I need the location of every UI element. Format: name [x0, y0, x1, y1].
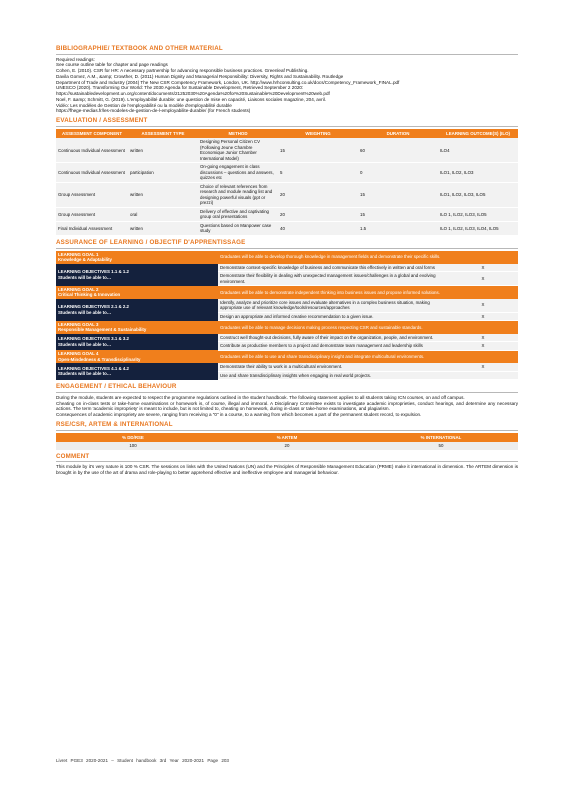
table-cell: 20 [278, 182, 358, 207]
bibliography-line: Department of Trade and Industry (2004) The New CSR Competency Framework, London, UK. http://www.hrhconsulting.co.uk/docs/Competency_Framework_FINAL.pdf [56, 79, 400, 85]
table-cell: Continuous Individual Assessment [56, 163, 128, 183]
evaluation-header: METHOD [198, 129, 278, 139]
evaluation-header: LEARNING OUTCOME(S) (ILO) [438, 129, 518, 139]
table-cell: ILO1, ILO2, ILO3, ILO5 [438, 182, 518, 207]
learning-goal-row [56, 321, 518, 334]
objective-item: Construct well thought-out decisions, fully aware of their impact on the organization, people, and environment. [218, 334, 448, 342]
bibliography-list [56, 57, 518, 114]
objective-item: Demonstrate context-specific knowledge of business and communicate this effectively in written and oral forms [218, 264, 448, 272]
learning-objective [56, 299, 218, 321]
table-cell: Choice of relevant references from research and module reading list and designing powerful visuals (ppt or prezzi) [198, 182, 278, 207]
objective-mark: X [448, 264, 518, 272]
rse-header: % DD/RSE [56, 433, 210, 443]
learning-goal-label: LEARNING GOAL 3 [58, 321, 99, 327]
learning-objective-sub: Students will be able to… [58, 371, 112, 377]
rse-value-row [56, 442, 518, 450]
bibliography-title: BIBLIOGRAPHIE/ TEXTBOOK AND OTHER MATERIAL [56, 45, 518, 55]
bibliography-line: Noel, F. &amp; Schmitt, G. (2019). L'employabilité durable: une question de mise en capacité, Liaisons sociales magazine, 204, avril. [56, 96, 327, 102]
learning-objective-label: LEARNING OBJECTIVES 4.1 & 4.2 [58, 365, 130, 371]
table-cell: Designing Personal Citizen CV (Following Jeune Chambre Economique Junior Chamber International Model) [198, 138, 278, 163]
learning-goal [56, 251, 218, 264]
table-cell: 20 [278, 207, 358, 221]
learning-objective-row [56, 363, 518, 371]
objective-mark: X [448, 342, 518, 351]
page-footer: Livret PGE3 2020-2021 – Student handbook 3rd Year 2020-2021 Page 203 [56, 758, 229, 763]
engagement-paragraph: Cheating on in-class tests or take-home examinations or homework is, of course, illegal and immoral. A Disciplinary Committee exists to investigate academic improprieties, conduct hearings, and determine any necessary actions. The term 'academic impropriety' is meant to include, but is not limited to, cheating on homework, during in-class or take-home examinations, and plagiarism. [56, 400, 518, 412]
table-cell: 15 [358, 207, 438, 221]
learning-goal-text: Graduates will be able to use and share transdisciplinary insight and integrate multicultural environments. [218, 350, 518, 363]
objective-item: Design an appropriate and informed creative recommendation to a given issue. [218, 312, 448, 321]
engagement-title: ENGAGEMENT / ETHICAL BEHAVIOUR [56, 383, 518, 393]
learning-goal-row [56, 350, 518, 363]
table-cell: Group Assessment [56, 182, 128, 207]
objective-item: Use and share transdisciplinary insights when engaging in real world projects. [218, 371, 448, 380]
bibliography-line: UNESCO (2020). Transforming Our World: The 2030 Agenda for Sustainable Development, Retrieved September 2 2020: https://sustainabledevelopment.un.org/content/documents/21252030%20Agenda%20for%20Sustainable%20Development%20web.pdf [56, 85, 330, 97]
table-cell: written [128, 182, 198, 207]
learning-goal [56, 286, 218, 299]
table-cell: ILO1, ILO2, ILO3 [438, 163, 518, 183]
comment-text [56, 464, 518, 475]
rse-value: 100 [56, 442, 210, 450]
table-cell: ILO4 [438, 138, 518, 163]
rse-header: % ARTEM [210, 433, 364, 443]
rse-title: RSE/CSR, ARTEM & INTERNATIONAL [56, 421, 518, 431]
table-cell: participation [128, 163, 198, 183]
learning-objective-sub: Students will be able to… [58, 274, 112, 280]
engagement-text [56, 395, 518, 418]
bibliography-line: https://fhege-medias.fr/les-modeles-de-gestion-de-l-employabilite-durable/ (for French students) [56, 108, 251, 114]
table-cell: 60 [358, 138, 438, 163]
table-cell: 15 [278, 138, 358, 163]
learning-goal-row [56, 286, 518, 299]
learning-goal-sub: Knowledge & Adaptability [58, 257, 112, 263]
learning-objective [56, 363, 218, 380]
learning-goal-sub: Critical Thinking & Innovation [58, 292, 121, 298]
learning-goal [56, 321, 218, 334]
learning-goal-text: Graduates will be able to demonstrate independent thinking into business issues and propose informed solutions. [218, 286, 518, 299]
objective-mark: X [448, 299, 518, 313]
learning-goal-text: Graduates will be able to develop thorough knowledge in management fields and demonstrate their specific skills. [218, 251, 518, 264]
evaluation-header: DURATION [358, 129, 438, 139]
table-cell: Continuous Individual Assessment [56, 138, 128, 163]
bibliography-line: Required readings: [56, 56, 95, 62]
rse-header-row [56, 433, 518, 443]
comment-title: COMMENT [56, 453, 518, 463]
table-cell: oral [128, 207, 198, 221]
learning-objective-row [56, 299, 518, 313]
table-cell: 5 [278, 163, 358, 183]
objective-mark: X [448, 272, 518, 286]
table-cell: 1.5 [358, 221, 438, 235]
learning-objective-label: LEARNING OBJECTIVES 2.1 & 2.2 [58, 304, 130, 310]
rse-value: 50 [364, 442, 518, 450]
learning-goal-sub: Open-Mindedness & Transdisciplinarity [58, 356, 141, 362]
rse-value: 20 [210, 442, 364, 450]
learning-goal-label: LEARNING GOAL 2 [58, 286, 99, 292]
learning-objective-row [56, 334, 518, 342]
learning-goal-row [56, 251, 518, 264]
table-cell: 15 [358, 182, 438, 207]
table-cell: ILO 1, ILO2, ILO3, ILO5 [438, 207, 518, 221]
evaluation-header: ASSESSMENT TYPE [128, 129, 198, 139]
table-cell: Final Individual Assessment [56, 221, 128, 235]
learning-objective-sub: Students will be able to… [58, 309, 112, 315]
objective-mark: X [448, 312, 518, 321]
evaluation-table [56, 129, 518, 236]
table-cell: Delivery of effective and captivating group oral presentations [198, 207, 278, 221]
objective-mark [448, 371, 518, 380]
learning-goal-label: LEARNING GOAL 4 [58, 351, 99, 357]
table-row [56, 207, 518, 221]
learning-objective-row [56, 264, 518, 272]
objective-item: Demonstrate their flexibility in dealing with unexpected management issues/challenges in a global and evolving environment. [218, 272, 448, 286]
rse-table [56, 433, 518, 450]
table-row [56, 138, 518, 163]
learning-goal-text: Graduates will be able to manage decisions making process respecting CSR and sustainable standards. [218, 321, 518, 334]
evaluation-title: EVALUATION / ASSESSMENT [56, 117, 518, 127]
engagement-paragraph: During the module, students are expected to respect the programme regulations outlined in the student handbook. The following statement applies to all students taking ICN courses, on and off campus. [56, 394, 465, 400]
rse-header: % INTERNATIONAL [364, 433, 518, 443]
bibliography-line: See course outline table for chapter and page readings [56, 62, 168, 68]
evaluation-header: ASSESSMENT COMPONENT [56, 129, 128, 139]
evaluation-header-row [56, 129, 518, 139]
objective-item: Contribute as productive members to a project and demonstrate team management and leadership skills [218, 342, 448, 351]
learning-goal-label: LEARNING GOAL 1 [58, 251, 99, 257]
objective-item: Identify, analyze and prioritize core issues and evaluate alternatives in a complex business situation, making appropriate use of relevant knowledge/tools/resources/approaches [218, 299, 448, 313]
table-cell: written [128, 221, 198, 235]
bibliography-line: Cohen, E. (2010). CSR for HR: A necessary partnership for advancing responsible business practices. Greenleaf Publishing. [56, 68, 309, 74]
table-row [56, 221, 518, 235]
learning-objective-label: LEARNING OBJECTIVES 1.1 & 1.2 [58, 269, 130, 275]
objective-item: Demonstrate their ability to work in a multicultural environment. [218, 363, 448, 371]
learning-objective [56, 264, 218, 286]
learning-objective-sub: Students will be able to… [58, 341, 112, 347]
assurance-table [56, 251, 518, 381]
assurance-title: ASSURANCE OF LEARNING / OBJECTIF D'APPRENTISSAGE [56, 239, 518, 249]
table-cell: 0 [358, 163, 438, 183]
table-cell: 40 [278, 221, 358, 235]
bibliography-line: Vidéo: Les modèles de Gestion de l'employabilité ou la modèle d'employabilité durable [56, 102, 232, 108]
table-cell: Questions based on Manpower case study [198, 221, 278, 235]
table-row [56, 182, 518, 207]
evaluation-header: WEIGHTING [278, 129, 358, 139]
table-row [56, 163, 518, 183]
comment-paragraph: This module by it's very nature is 100 % CSR. The sessions on links with the United Nations (UN) and the Principles of Responsible Management Education (PRME) make it international in dimension. The ARTEM dimension is brought in by the use of the art of drama and role-playing to better apprehend effective and ineffective employee and managerial behaviour. [56, 464, 518, 476]
page-content [56, 42, 518, 476]
learning-objective [56, 334, 218, 351]
learning-goal-sub: Responsible Management & Sustainability [58, 327, 147, 333]
objective-mark: X [448, 363, 518, 371]
objective-mark: X [448, 334, 518, 342]
table-cell: ILO 1, ILO2, ILO3, ILO4, ILO5 [438, 221, 518, 235]
table-cell: written [128, 138, 198, 163]
bibliography-line: Davila Gomez, A.M., &amp; Crowther, D. (2011) Human Dignity and Managerial Responsibility: Diversity, Rights and Sustainability. Routledge [56, 73, 344, 79]
learning-goal [56, 350, 218, 363]
table-cell: On-going engagement in class discussions – questions and answers, quizzes etc [198, 163, 278, 183]
engagement-paragraph: Consequences of academic impropriety are severe, ranging from receiving a "0" in a course, to a warning from which becomes a part of the permanent student record, to expulsion. [56, 412, 422, 418]
table-cell: Group Assessment [56, 207, 128, 221]
learning-objective-label: LEARNING OBJECTIVES 3.1 & 3.2 [58, 336, 130, 342]
